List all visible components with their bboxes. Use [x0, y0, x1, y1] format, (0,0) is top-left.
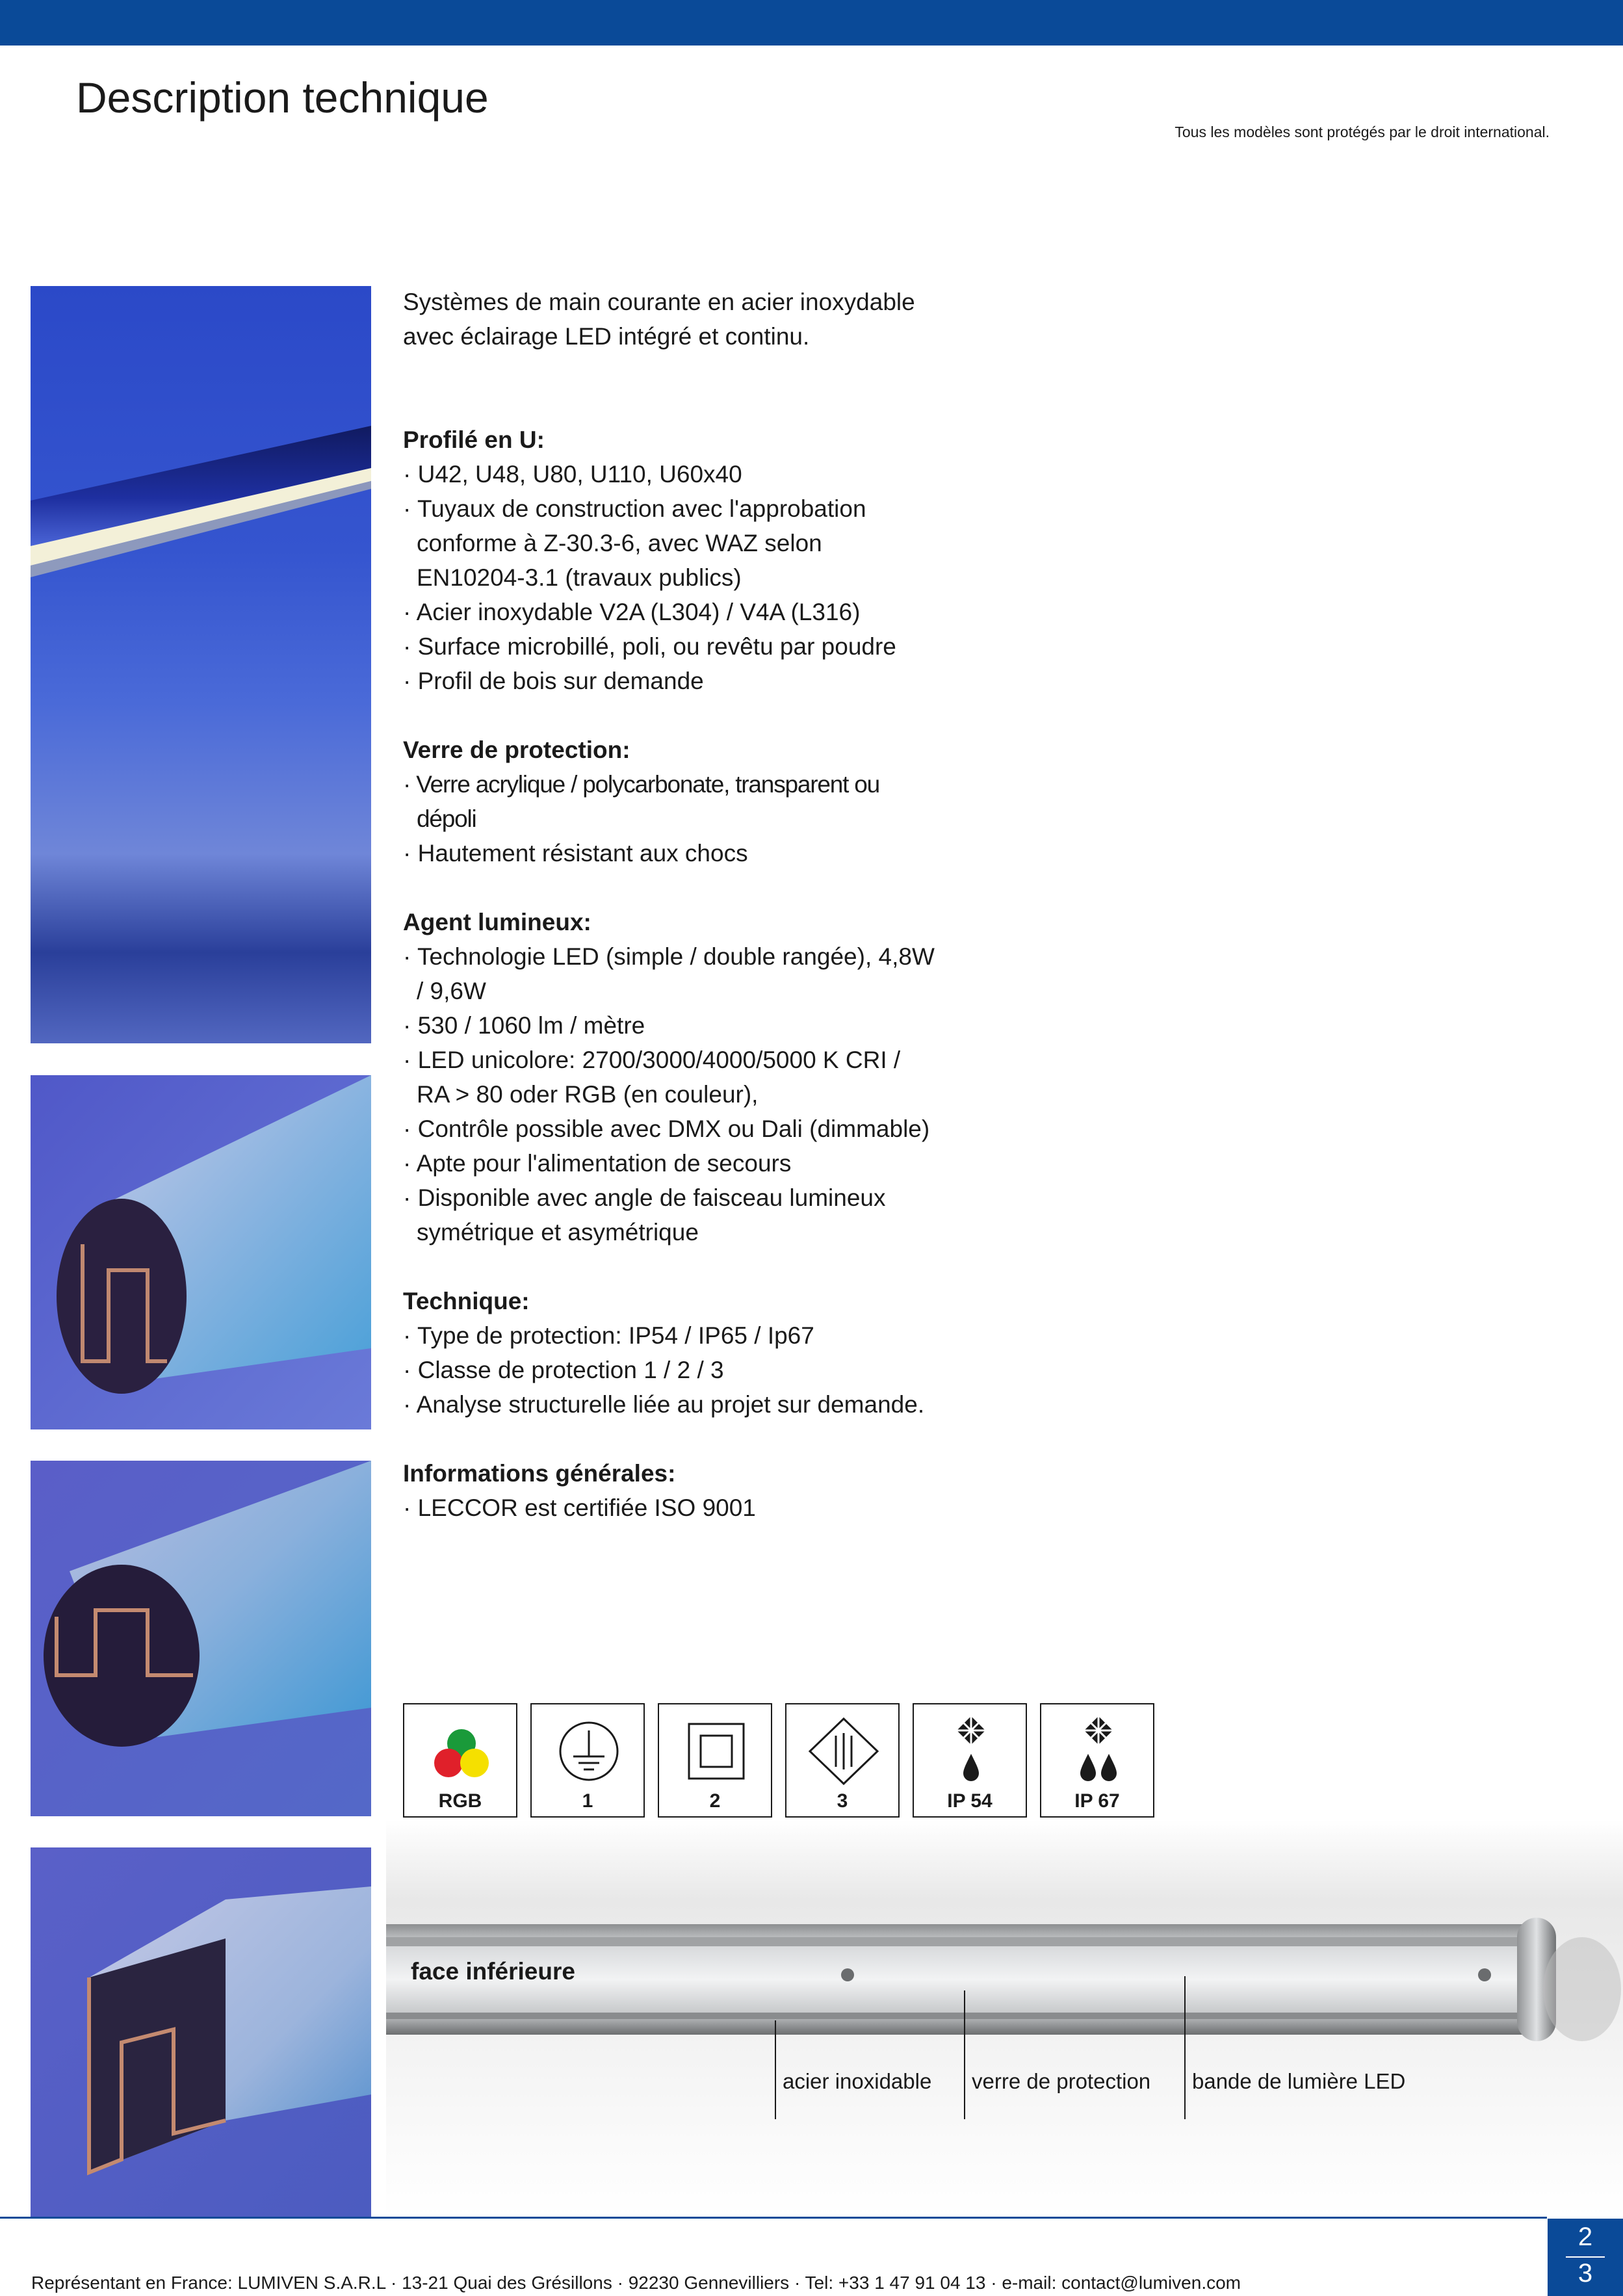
callout-pointer [964, 1990, 965, 2119]
protection-class-1-icon [530, 1703, 645, 1818]
callout-pointer [775, 2020, 776, 2119]
list-item: · Contrôle possible avec DMX ou Dali (dimmable) [403, 1112, 988, 1146]
section-technique [403, 1284, 988, 1422]
list-item: · Hautement résistant aux chocs [403, 836, 988, 870]
list-item: · Analyse structurelle liée au projet sur demande. [403, 1387, 988, 1422]
list-item: · Technologie LED (simple / double rangée), 4,8W / 9,6W [403, 939, 937, 1008]
icon-label: 1 [582, 1790, 593, 1812]
footer-rule [0, 2217, 1547, 2219]
page-number [1548, 2219, 1623, 2296]
icon-label: 2 [709, 1790, 721, 1812]
section-heading: Agent lumineux: [403, 909, 591, 935]
list-item: · Type de protection: IP54 / IP65 / Ip67 [403, 1318, 988, 1353]
section-general-info [403, 1456, 988, 1525]
list-item: · Acier inoxydable V2A (L304) / V4A (L316) [403, 595, 988, 629]
footer-contact: Représentant en France: LUMIVEN S.A.R.L · 13-21 Quai des Grésillons · 92230 Gennevilliers · Tel: +33 1 47 91 04 13 · e-mail: contact@lumiven.com [31, 2273, 1241, 2293]
intro-line-1: Systèmes de main courante en acier inoxydable [403, 289, 915, 315]
section-heading: Informations générales: [403, 1460, 676, 1487]
led-profile-product-photo [386, 1820, 1623, 2217]
intro-paragraph [403, 285, 988, 354]
page-number-top: 2 [1578, 2223, 1593, 2251]
callout-led-strip: bande de lumière LED [1192, 2069, 1406, 2093]
technical-description [403, 285, 988, 1559]
square-profile-photo [31, 1847, 371, 2218]
callout-stainless-steel: acier inoxidable [783, 2069, 932, 2093]
handrail-photo-lit [31, 286, 371, 1043]
list-item: · U42, U48, U80, U110, U60x40 [403, 457, 988, 491]
list-item: · 530 / 1060 lm / mètre [403, 1008, 988, 1043]
top-brand-bar [0, 0, 1623, 46]
section-light-agent [403, 905, 988, 1249]
round-profile-photo-1 [31, 1075, 371, 1429]
protection-class-3-icon [785, 1703, 900, 1818]
list-item: · Disponible avec angle de faisceau lumineux symétrique et asymétrique [403, 1181, 937, 1249]
list-item: · Verre acrylique / polycarbonate, transparent ou dépoli [403, 767, 930, 836]
section-heading: Verre de protection: [403, 737, 630, 763]
callout-pointer [1184, 1976, 1186, 2119]
list-item: · Tuyaux de construction avec l'approbation conforme à Z-30.3-6, avec WAZ selon EN10204-3.1 (travaux publics) [403, 491, 930, 595]
page-number-bottom: 3 [1578, 2259, 1593, 2288]
protection-class-2-icon [658, 1703, 772, 1818]
icon-label: 3 [837, 1790, 848, 1812]
list-item: · Classe de protection 1 / 2 / 3 [403, 1353, 988, 1387]
section-protection-glass [403, 733, 988, 870]
page-title: Description technique [76, 73, 489, 122]
list-item: · Surface microbillé, poli, ou revêtu par poudre [403, 629, 988, 664]
icon-label: RGB [438, 1790, 482, 1812]
rgb-icon [403, 1703, 517, 1818]
face-label: face inférieure [411, 1958, 575, 1985]
ip54-icon [913, 1703, 1027, 1818]
certification-icons [403, 1703, 1154, 1818]
page-number-divider [1566, 2256, 1605, 2258]
intro-line-2: avec éclairage LED intégré et continu. [403, 323, 810, 350]
ip67-icon [1040, 1703, 1154, 1818]
section-heading: Profilé en U: [403, 426, 545, 453]
icon-label: IP 54 [947, 1790, 993, 1812]
list-item: · LED unicolore: 2700/3000/4000/5000 K CRI / RA > 80 oder RGB (en couleur), [403, 1043, 911, 1112]
round-profile-photo-2 [31, 1461, 371, 1816]
section-heading: Technique: [403, 1288, 530, 1314]
copyright-notice: Tous les modèles sont protégés par le droit international. [1175, 124, 1550, 140]
section-profile [403, 423, 988, 698]
list-item: · LECCOR est certifiée ISO 9001 [403, 1491, 988, 1525]
list-item: · Profil de bois sur demande [403, 664, 988, 698]
callout-protection-glass: verre de protection [972, 2069, 1151, 2093]
icon-label: IP 67 [1074, 1790, 1120, 1812]
list-item: · Apte pour l'alimentation de secours [403, 1146, 988, 1181]
